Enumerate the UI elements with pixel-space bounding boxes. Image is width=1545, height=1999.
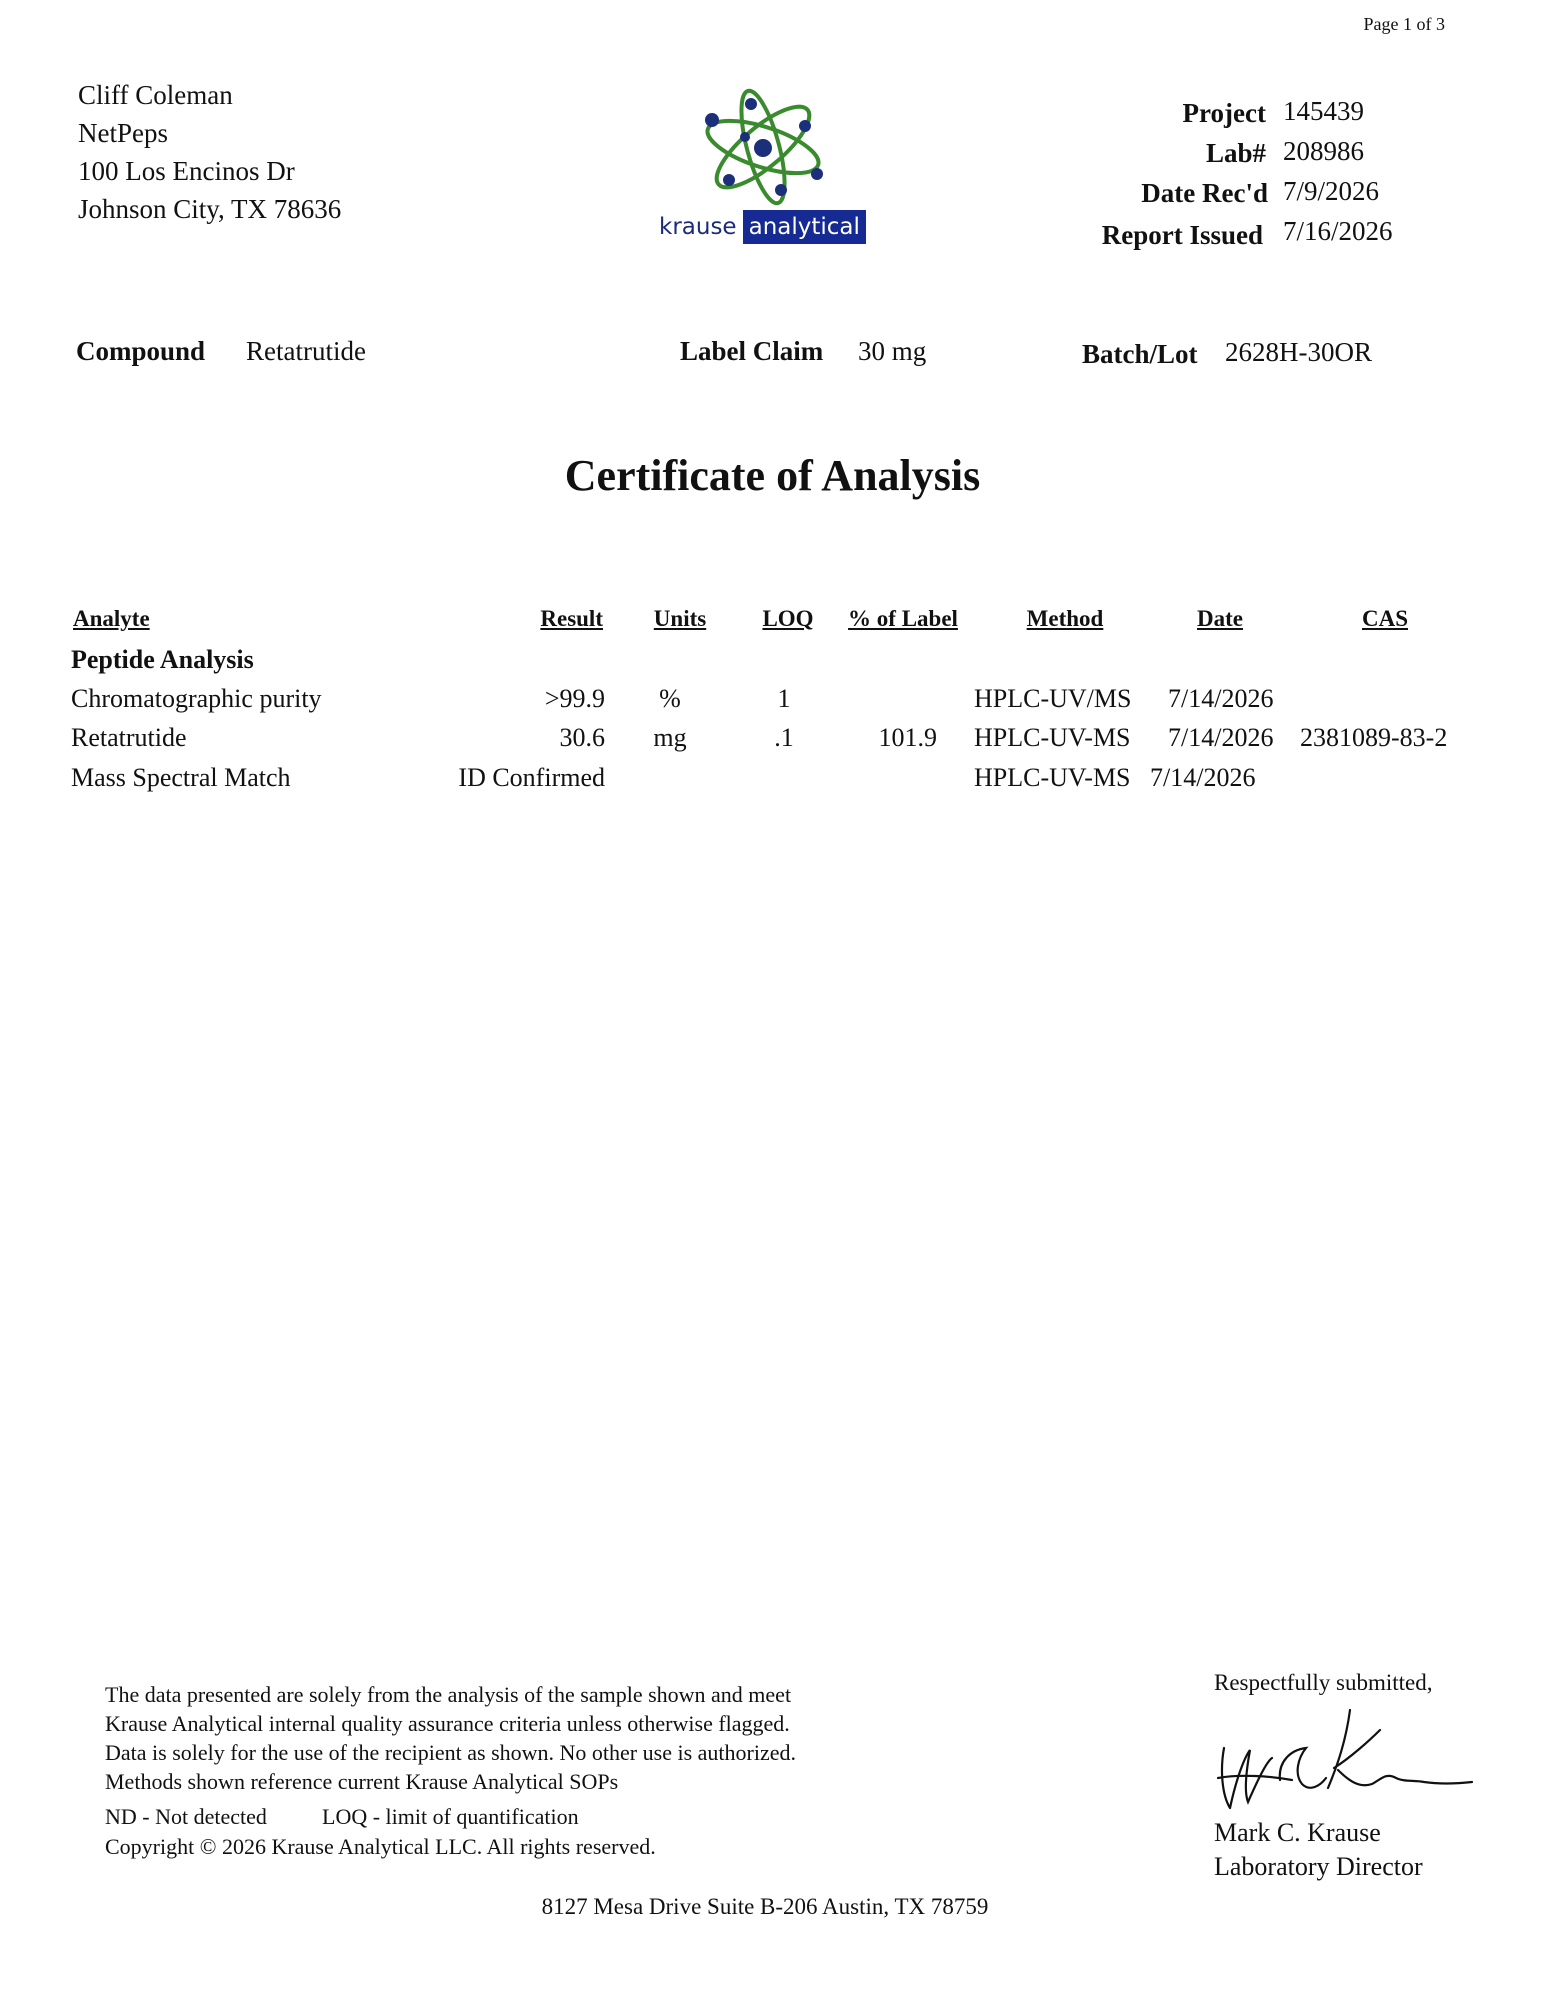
logo-wordmark	[655, 210, 866, 244]
logo-word-analytical: analytical	[743, 210, 866, 244]
cell-analyte: Chromatographic purity	[71, 684, 322, 713]
krause-analytical-logo	[655, 82, 875, 250]
date-received-label: Date Rec'd	[1141, 178, 1268, 208]
client-company: NetPeps	[78, 118, 168, 148]
label-claim-value: 30 mg	[858, 336, 927, 366]
col-header-pct-label: % of Label	[848, 606, 958, 631]
nd-legend: ND - Not detected	[105, 1804, 267, 1829]
cell-date: 7/14/2026	[1150, 763, 1256, 792]
compound-value: Retatrutide	[246, 336, 366, 366]
date-received-value: 7/9/2026	[1283, 176, 1380, 206]
client-name: Cliff Coleman	[78, 80, 233, 110]
batch-lot-value: 2628H-30OR	[1225, 337, 1372, 367]
cell-method: HPLC-UV/MS	[974, 684, 1132, 713]
lab-label: Lab#	[1205, 138, 1266, 168]
atom-icon	[655, 82, 875, 212]
signatory	[1214, 1816, 1423, 1884]
cell-date: 7/14/2026	[1168, 684, 1274, 713]
col-header-loq: LOQ	[762, 606, 814, 631]
cell-cas: 2381089-83-2	[1300, 723, 1448, 752]
client-city: Johnson City, TX 78636	[78, 194, 342, 224]
col-header-units: Units	[653, 606, 707, 631]
cell-units: %	[659, 684, 681, 713]
page-title: Certificate of Analysis	[564, 451, 981, 500]
cell-analyte: Retatrutide	[71, 723, 187, 752]
col-header-analyte: Analyte	[73, 606, 150, 631]
cell-analyte: Mass Spectral Match	[71, 763, 291, 792]
signatory-name: Mark C. Krause	[1214, 1818, 1381, 1847]
disclaimer-line: The data presented are solely from the analysis of the sample shown and meet	[105, 1682, 792, 1707]
cell-date: 7/14/2026	[1168, 723, 1274, 752]
report-issued-label: Report Issued	[1101, 220, 1263, 250]
cell-loq: 1	[777, 684, 791, 713]
compound-label: Compound	[76, 336, 206, 366]
copyright: Copyright © 2026 Krause Analytical LLC. All rights reserved.	[105, 1834, 656, 1859]
label-claim-label: Label Claim	[680, 336, 824, 366]
cell-method: HPLC-UV-MS	[974, 763, 1131, 792]
cell-result: 30.6	[559, 723, 605, 752]
cell-pct-label: 101.9	[878, 723, 937, 752]
disclaimer-line: Krause Analytical internal quality assurance criteria unless otherwise flagged.	[105, 1711, 790, 1736]
cell-units: mg	[653, 723, 687, 752]
col-header-date: Date	[1197, 606, 1243, 631]
cell-result: >99.9	[544, 684, 605, 713]
page-number: Page 1 of 3	[1363, 14, 1445, 34]
signatory-role: Laboratory Director	[1214, 1852, 1423, 1881]
client-address	[78, 76, 341, 228]
batch-lot-label: Batch/Lot	[1082, 339, 1198, 369]
cell-loq: .1	[774, 723, 794, 752]
section-peptide-analysis: Peptide Analysis	[71, 645, 254, 674]
footer-address: 8127 Mesa Drive Suite B-206 Austin, TX 78759	[541, 1894, 989, 1919]
project-label: Project	[1182, 98, 1266, 128]
col-header-method: Method	[1026, 606, 1104, 631]
lab-value: 208986	[1283, 136, 1364, 166]
disclaimer-line: Methods shown reference current Krause Analytical SOPs	[105, 1769, 619, 1794]
col-header-cas: CAS	[1361, 606, 1408, 631]
cell-result: ID Confirmed	[458, 763, 605, 792]
project-value: 145439	[1283, 96, 1364, 126]
report-issued-value: 7/16/2026	[1283, 216, 1393, 246]
respectfully-submitted: Respectfully submitted,	[1214, 1670, 1433, 1695]
cell-method: HPLC-UV-MS	[974, 723, 1131, 752]
handwritten-signature	[1210, 1700, 1480, 1820]
client-street: 100 Los Encinos Dr	[78, 156, 295, 186]
loq-legend: LOQ - limit of quantification	[322, 1804, 579, 1829]
disclaimer-line: Data is solely for the use of the recipient as shown. No other use is authorized.	[105, 1740, 796, 1765]
logo-word-krause: krause	[659, 214, 737, 240]
col-header-result: Result	[540, 606, 603, 631]
disclaimer	[105, 1680, 796, 1796]
